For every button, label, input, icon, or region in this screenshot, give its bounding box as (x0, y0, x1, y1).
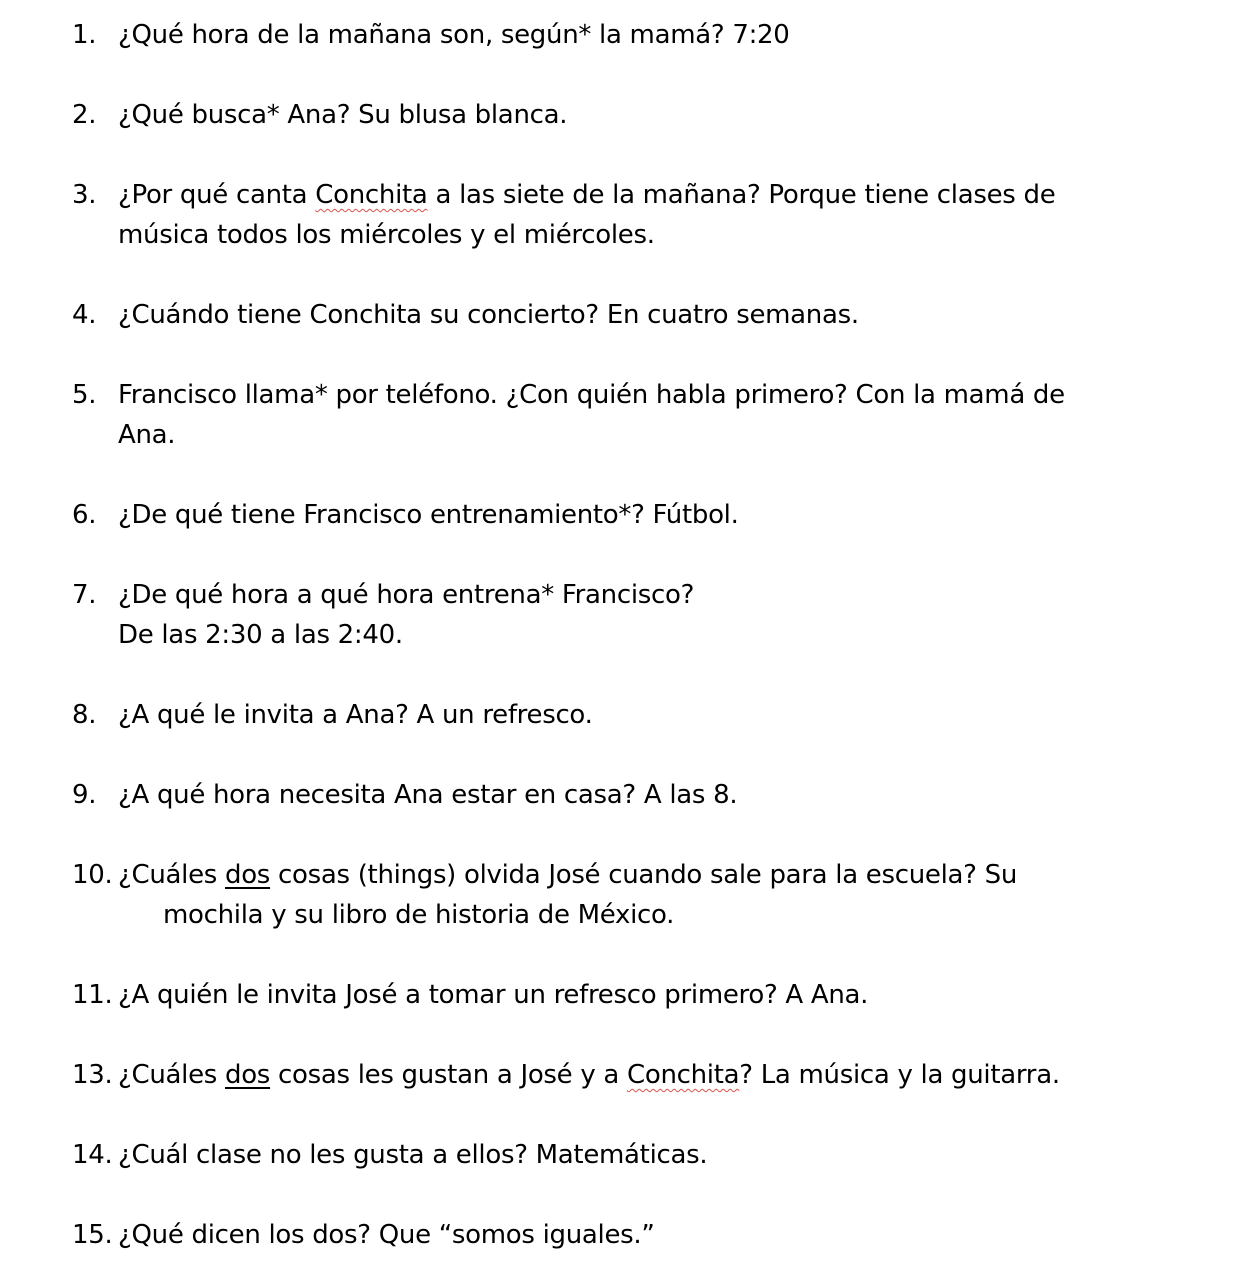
question-text: ¿Cuándo tiene Conchita su concierto? En cuatro semanas. (118, 300, 859, 330)
question-text: ¿Qué busca* Ana? Su blusa blanca. (118, 100, 568, 130)
question-number: 2. (72, 100, 97, 130)
question-number: 11. (72, 980, 113, 1010)
question-number: 13. (72, 1060, 113, 1090)
question-text: ¿Cuál clase no les gusta a ellos? Matemáticas. (118, 1140, 708, 1170)
question-text (118, 175, 1055, 215)
underlined-word: dos (225, 860, 271, 890)
question-text: ¿De qué hora a qué hora entrena* Francisco? (118, 580, 695, 610)
question-number: 10. (72, 860, 113, 890)
question-number: 3. (72, 180, 97, 210)
question-text: ¿A quién le invita José a tomar un refresco primero? A Ana. (118, 980, 869, 1010)
spellcheck-flagged-word: Conchita (626, 1060, 740, 1090)
question-text (118, 1055, 1060, 1095)
question-number: 9. (72, 780, 97, 810)
question-number: 14. (72, 1140, 113, 1170)
question-text-end: a las siete de la mañana? Porque tiene clases de (427, 180, 1056, 210)
question-text: ¿A qué le invita a Ana? A un refresco. (118, 700, 593, 730)
question-number: 6. (72, 500, 97, 530)
question-number: 5. (72, 380, 97, 410)
question-text: ¿De qué tiene Francisco entrenamiento*? Fútbol. (118, 500, 739, 530)
answer-continuation: mochila y su libro de historia de México. (163, 900, 675, 930)
underlined-word: dos (225, 1060, 271, 1090)
question-text: Francisco llama* por teléfono. ¿Con quién habla primero? Con la mamá de (118, 380, 1065, 410)
question-text: ¿Qué dicen los dos? Que “somos iguales.” (118, 1220, 655, 1250)
question-number: 4. (72, 300, 97, 330)
question-text-end: ? La música y la guitarra. (739, 1060, 1060, 1090)
question-text-end: cosas (things) olvida José cuando sale para la escuela? Su (270, 860, 1018, 890)
answer-continuation: Ana. (118, 420, 176, 450)
question-text-middle: cosas les gustan a José y a (270, 1060, 627, 1090)
question-text: ¿Qué hora de la mañana son, según* la mamá? 7:20 (118, 20, 790, 50)
question-text: ¿A qué hora necesita Ana estar en casa? A las 8. (118, 780, 738, 810)
answer-text: De las 2:30 a las 2:40. (118, 620, 403, 650)
question-number: 8. (72, 700, 97, 730)
question-number: 7. (72, 580, 97, 610)
question-text-start: ¿Por qué canta (118, 180, 316, 210)
spellcheck-flagged-word: Conchita (315, 180, 428, 210)
answer-continuation: música todos los miércoles y el miércoles. (118, 220, 655, 250)
question-text-start: ¿Cuáles (118, 860, 225, 890)
question-number: 1. (72, 20, 97, 50)
question-number: 15. (72, 1220, 113, 1250)
question-text (118, 855, 1017, 895)
question-text-start: ¿Cuáles (118, 1060, 225, 1090)
